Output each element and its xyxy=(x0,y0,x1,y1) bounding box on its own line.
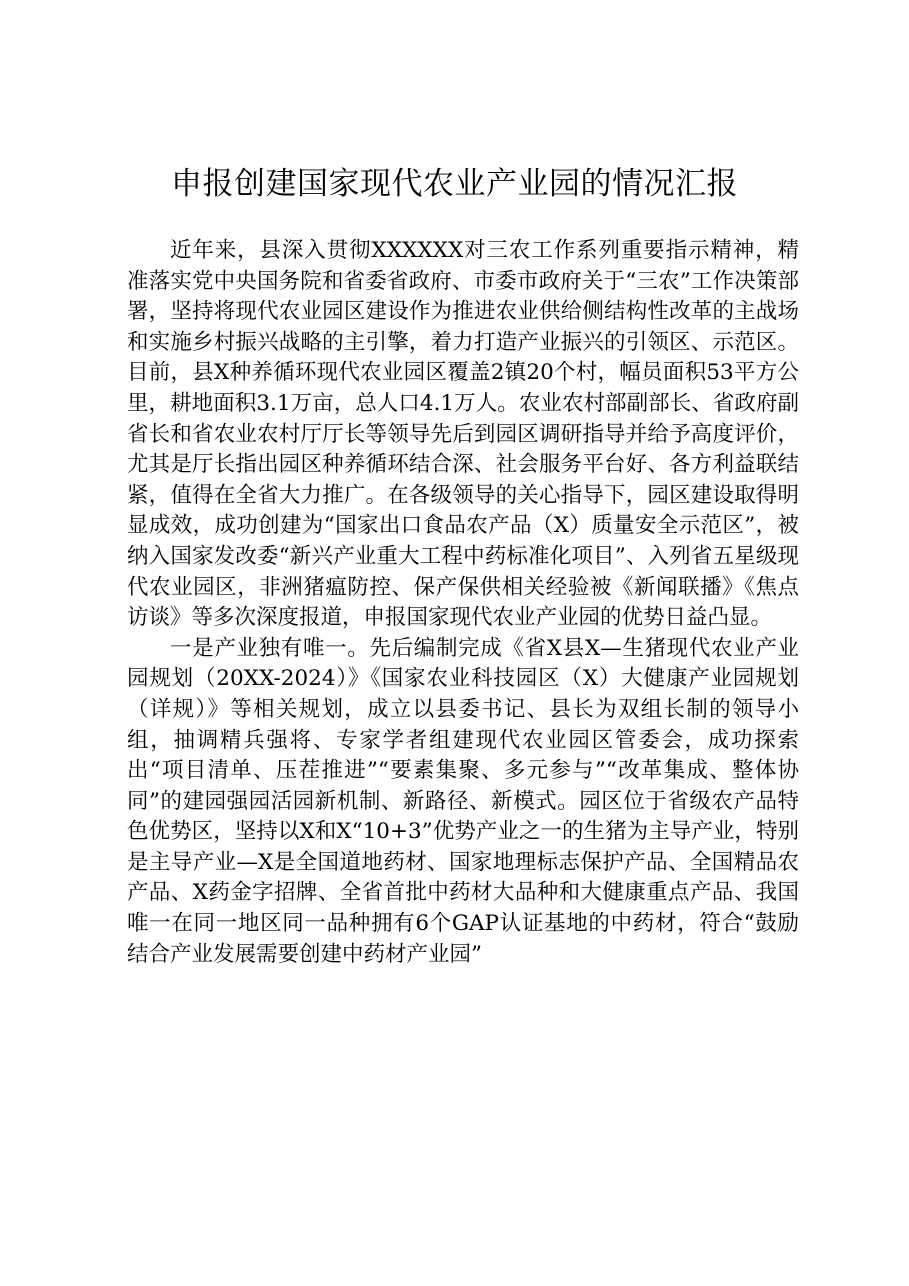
paragraph-industry: 一是产业独有唯一。先后编制完成《省X县X—生猪现代农业产业园规划（20XX-2024）》《国家农业科技园区（X）大健康产业园规划（详规）》等相关规划，成立以县委书记、县长为双组长制的领导小组，抽调精兵强将、专家学者组建现代农业园区管委会，成功探索出“项目清单、压茬推进”“要素集聚、多元参与”“改革集成、整体协同”的建园强园活园新机制、新路径、新模式。园区位于省级农产品特色优势区，坚持以X和X“10+3”优势产业之一的生猪为主导产业，特别是主导产业—X是全国道地药材、国家地理标志保护产品、全国精品农产品、X药金字招牌、全省首批中药材大品种和大健康重点产品、我国唯一在同一地区同一品种拥有6个GAP认证基地的中药材，符合“鼓励结合产业发展需要创建中药材产业园” xyxy=(127,635,799,967)
document-body xyxy=(127,236,799,970)
paragraph-intro: 近年来，县深入贯彻XXXXXX对三农工作系列重要指示精神，精准落实党中央国务院和省委省政府、市委市政府关于“三农”工作决策部署，坚持将现代农业园区建设作为推进农业供给侧结构性改革的主战场和实施乡村振兴战略的主引擎，着力打造产业振兴的引领区、示范区。目前，县X种养循环现代农业园区覆盖2镇20个村，幅员面积53平方公里，耕地面积3.1万亩，总人口4.1万人。农业农村部副部长、省政府副省长和省农业农村厅厅长等领导先后到园区调研指导并给予高度评价，尤其是厅长指出园区种养循环结合深、社会服务平台好、各方利益联结紧，值得在全省大力推广。在各级领导的关心指导下，园区建设取得明显成效，成功创建为“国家出口食品农产品（X）质量安全示范区”，被纳入国家发改委“新兴产业重大工程中药标准化项目”、入列省五星级现代农业园区，非洲猪瘟防控、保产保供相关经验被《新闻联播》《焦点访谈》等多次深度报道，申报国家现代农业产业园的优势日益凸显。 xyxy=(127,238,799,631)
document-title: 申报创建国家现代农业产业园的情况汇报 xyxy=(171,166,738,202)
